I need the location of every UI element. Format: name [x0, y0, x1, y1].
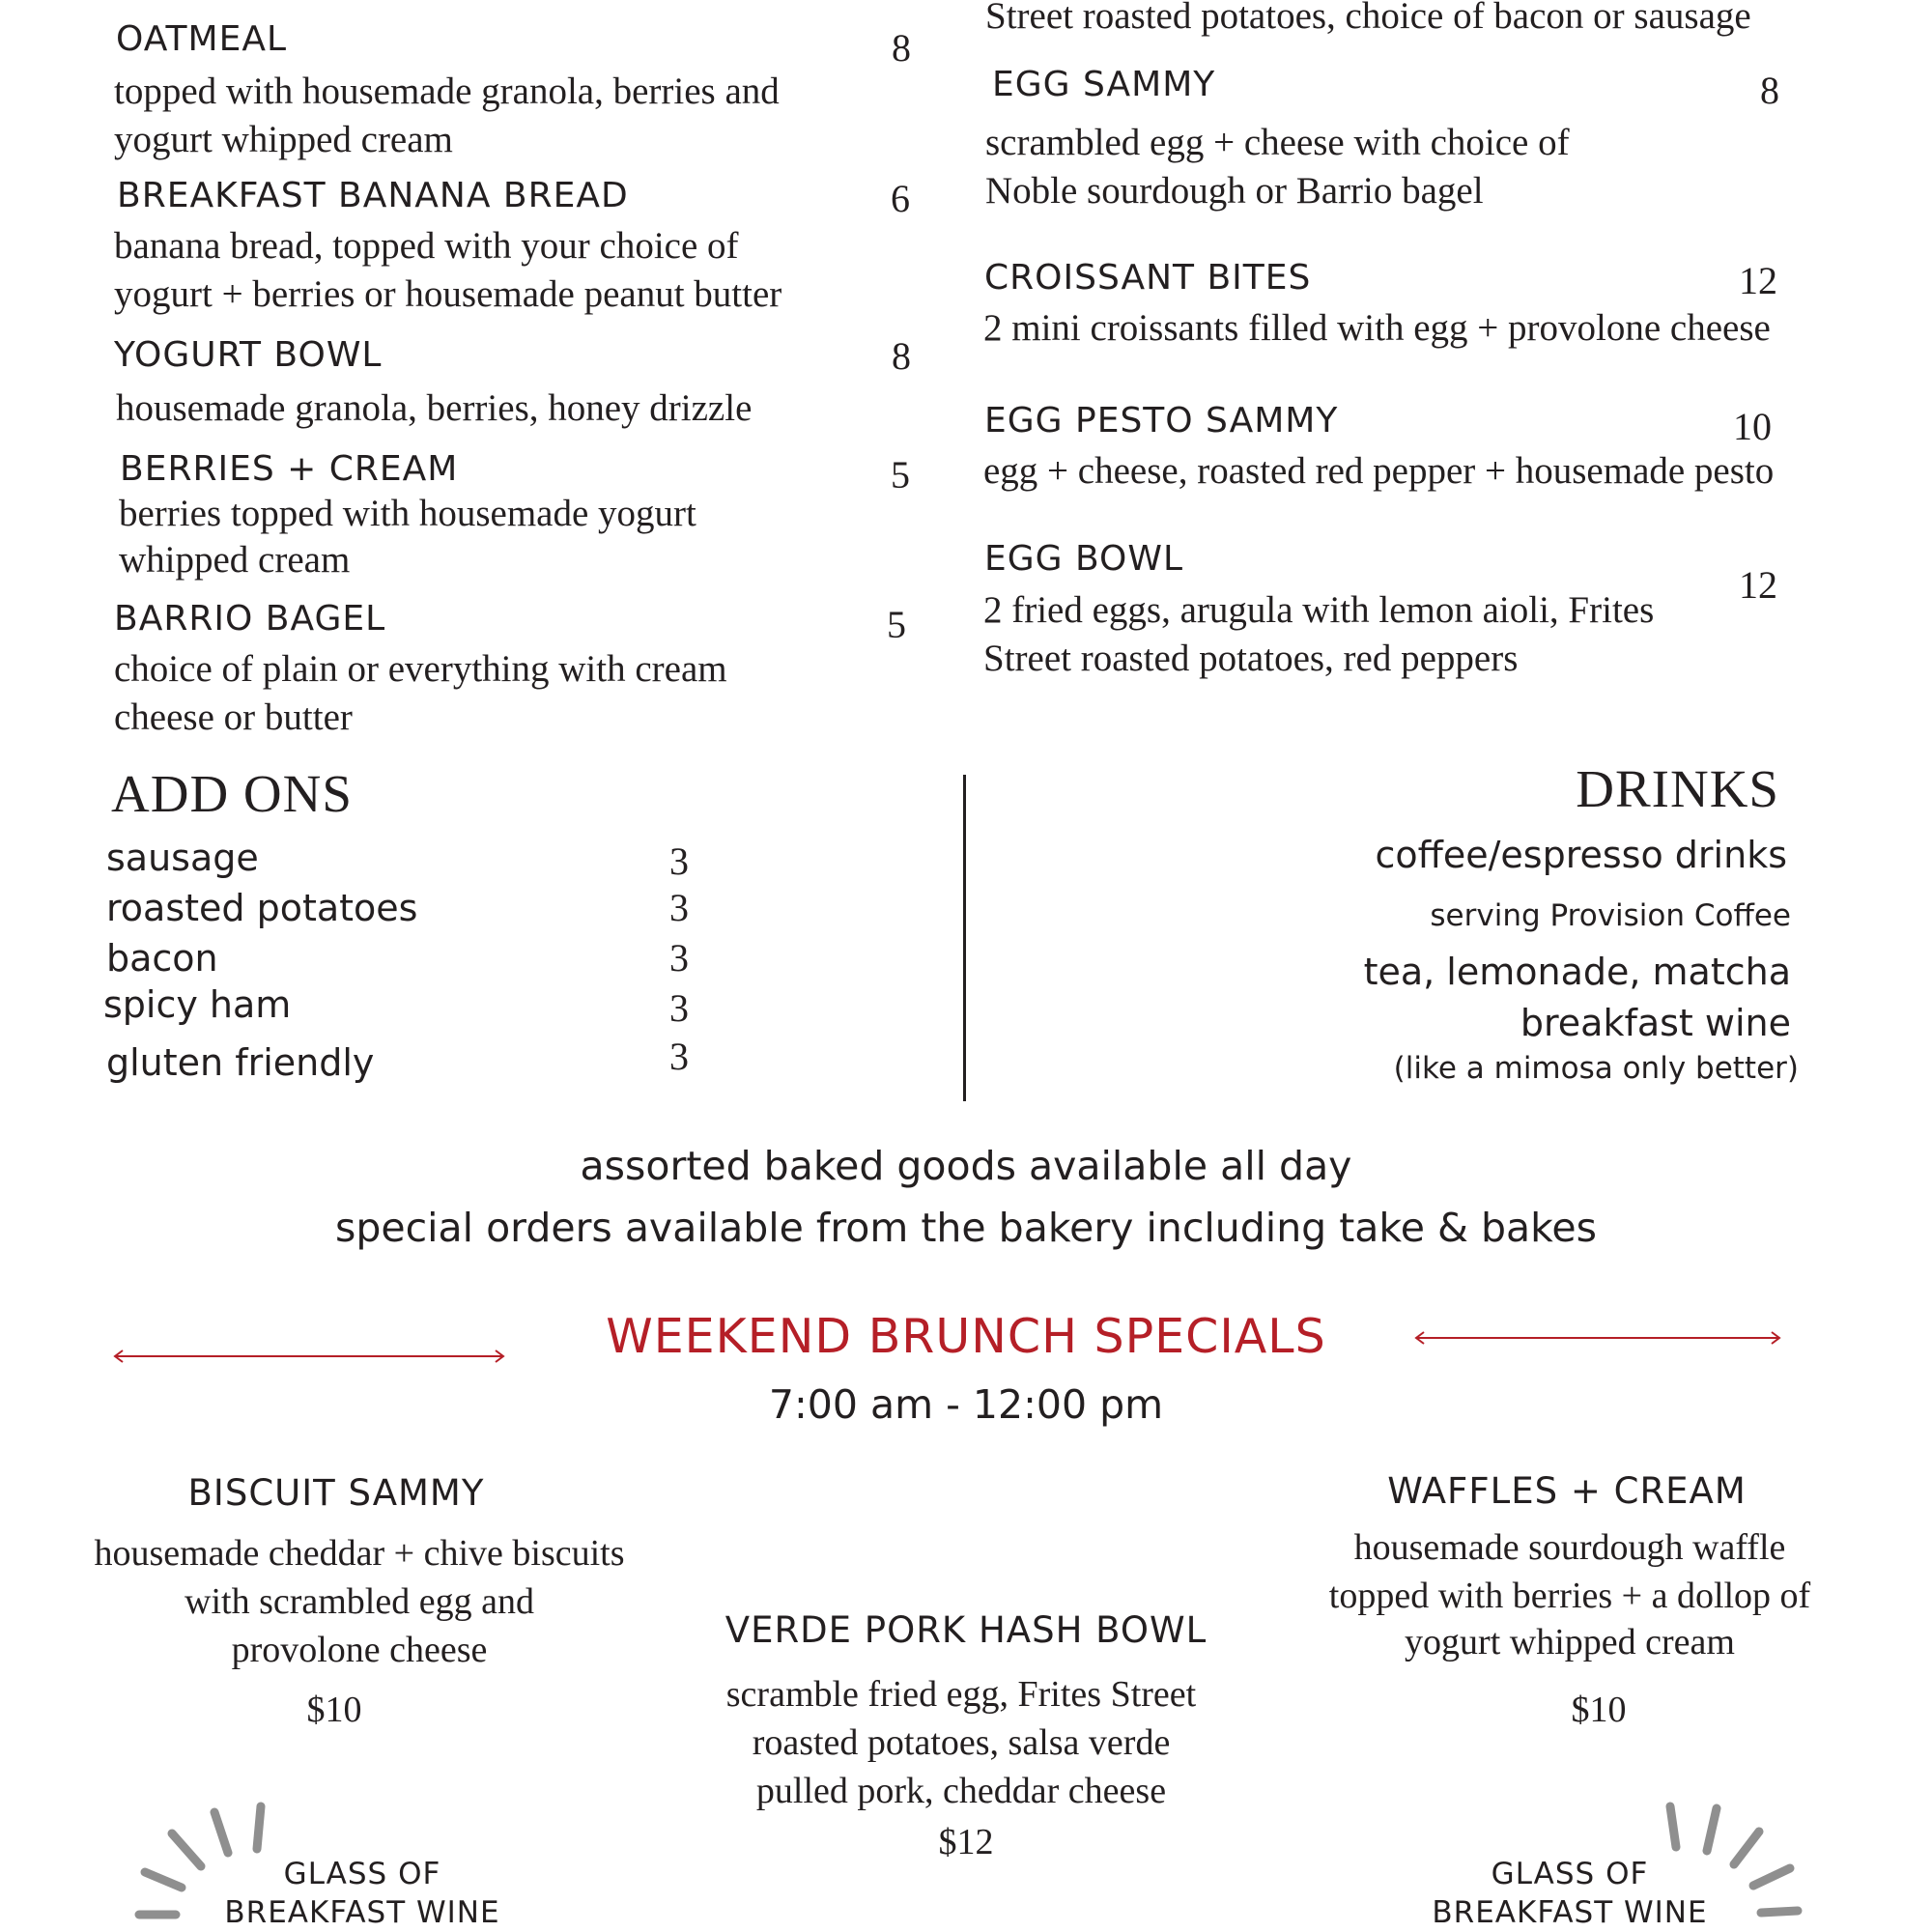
- wine-callout-left-2: BREAKFAST WINE: [224, 1895, 500, 1930]
- item-price-egg-pesto-sammy: 10: [1733, 405, 1772, 448]
- special-name-biscuit-sammy: BISCUIT SAMMY: [187, 1472, 485, 1514]
- add-on-roasted-potatoes: roasted potatoes: [106, 887, 418, 929]
- special-desc-biscuit-2: with scrambled egg and: [185, 1581, 534, 1622]
- add-ons-title: ADD ONS: [111, 764, 353, 823]
- item-price-banana-bread: 6: [891, 177, 910, 220]
- item-desc-egg-bowl-2: Street roasted potatoes, red peppers: [983, 638, 1519, 679]
- drinks-coffee: coffee/espresso drinks: [1375, 834, 1787, 876]
- special-name-waffles: WAFFLES + CREAM: [1387, 1470, 1747, 1512]
- item-desc-yogurt-bowl-1: housemade granola, berries, honey drizzle: [116, 387, 753, 429]
- column-divider: [963, 775, 966, 1101]
- item-price-berries-cream: 5: [891, 453, 910, 497]
- special-desc-verde-1: scramble fried egg, Frites Street: [725, 1674, 1197, 1715]
- special-desc-verde-3: pulled pork, cheddar cheese: [755, 1771, 1167, 1811]
- item-name-oatmeal: OATMEAL: [116, 19, 288, 59]
- add-on-price-spicy-ham: 3: [669, 986, 689, 1030]
- wine-callout-left-1: GLASS OF: [283, 1857, 441, 1891]
- item-desc-oatmeal-1: topped with housemade granola, berries and: [114, 71, 780, 112]
- item-desc-egg-sammy-1: scrambled egg + cheese with choice of: [985, 122, 1570, 163]
- item-price-oatmeal: 8: [892, 26, 911, 70]
- item-price-croissant-bites: 12: [1739, 259, 1777, 302]
- add-on-sausage: sausage: [106, 837, 259, 879]
- item-desc-egg-bowl-1: 2 fried eggs, arugula with lemon aioli, Frites: [983, 589, 1655, 631]
- item-name-egg-bowl: EGG BOWL: [984, 539, 1184, 579]
- item-desc-cutoff: Street roasted potatoes, choice of bacon or sausage: [985, 0, 1751, 37]
- item-desc-egg-pesto-sammy-1: egg + cheese, roasted red pepper + housemade pesto: [983, 450, 1775, 492]
- item-desc-banana-bread-2: yogurt + berries or housemade peanut butter: [114, 273, 782, 315]
- wine-callout-right-1: GLASS OF: [1491, 1857, 1649, 1891]
- brunch-title: WEEKEND BRUNCH SPECIALS: [606, 1309, 1326, 1364]
- item-desc-egg-sammy-2: Noble sourdough or Barrio bagel: [985, 170, 1484, 212]
- add-on-price-bacon: 3: [669, 936, 689, 980]
- add-on-price-sausage: 3: [669, 839, 689, 883]
- special-desc-waffles-2: topped with berries + a dollop of: [1328, 1576, 1811, 1616]
- add-on-gluten-friendly: gluten friendly: [106, 1041, 375, 1084]
- special-price-biscuit: $10: [306, 1690, 362, 1730]
- add-on-bacon: bacon: [106, 937, 218, 980]
- special-desc-waffles-3: yogurt whipped cream: [1405, 1622, 1735, 1662]
- item-price-egg-bowl: 12: [1739, 563, 1777, 607]
- brunch-hours: 7:00 am - 12:00 pm: [768, 1381, 1164, 1428]
- add-on-spicy-ham: spicy ham: [103, 983, 292, 1026]
- item-name-yogurt-bowl: YOGURT BOWL: [114, 335, 383, 375]
- item-desc-croissant-bites-1: 2 mini croissants filled with egg + provolone cheese: [983, 307, 1771, 349]
- item-price-egg-sammy: 8: [1760, 69, 1779, 112]
- drinks-mimosa-note: (like a mimosa only better): [1393, 1051, 1799, 1086]
- add-on-price-roasted-potatoes: 3: [669, 886, 689, 929]
- item-name-banana-bread: BREAKFAST BANANA BREAD: [117, 176, 629, 215]
- add-on-price-gluten-friendly: 3: [669, 1035, 689, 1078]
- special-orders-note: special orders available from the bakery including take & bakes: [335, 1205, 1597, 1251]
- baked-goods-note: assorted baked goods available all day: [580, 1143, 1352, 1189]
- drinks-breakfast-wine: breakfast wine: [1520, 1002, 1791, 1044]
- special-price-waffles: $10: [1571, 1690, 1627, 1730]
- item-desc-berries-cream-1: berries topped with housemade yogurt: [119, 493, 696, 534]
- item-desc-oatmeal-2: yogurt whipped cream: [114, 119, 453, 160]
- drinks-provision: serving Provision Coffee: [1430, 898, 1791, 933]
- special-desc-waffles-1: housemade sourdough waffle: [1353, 1527, 1786, 1568]
- wine-callout-right-2: BREAKFAST WINE: [1432, 1895, 1708, 1930]
- arrow-right-icon: [1412, 1326, 1783, 1350]
- item-desc-barrio-bagel-1: choice of plain or everything with cream: [114, 648, 727, 690]
- item-price-yogurt-bowl: 8: [892, 334, 911, 378]
- special-desc-biscuit-1: housemade cheddar + chive biscuits: [94, 1533, 625, 1574]
- item-desc-banana-bread-1: banana bread, topped with your choice of: [114, 225, 739, 267]
- drinks-title: DRINKS: [1576, 759, 1779, 818]
- drinks-tea: tea, lemonade, matcha: [1363, 951, 1791, 993]
- item-name-croissant-bites: CROISSANT BITES: [984, 258, 1312, 298]
- item-name-egg-pesto-sammy: EGG PESTO SAMMY: [984, 401, 1339, 440]
- item-desc-barrio-bagel-2: cheese or butter: [114, 696, 353, 738]
- special-desc-verde-2: roasted potatoes, salsa verde: [752, 1722, 1171, 1763]
- special-price-verde: $12: [938, 1822, 994, 1862]
- item-price-barrio-bagel: 5: [887, 603, 906, 646]
- special-name-verde-pork: VERDE PORK HASH BOWL: [724, 1609, 1208, 1651]
- special-desc-biscuit-3: provolone cheese: [231, 1630, 488, 1670]
- item-name-berries-cream: BERRIES + CREAM: [120, 449, 459, 489]
- item-name-barrio-bagel: BARRIO BAGEL: [114, 599, 386, 639]
- item-name-egg-sammy: EGG SAMMY: [992, 65, 1216, 104]
- item-desc-berries-cream-2: whipped cream: [119, 539, 351, 581]
